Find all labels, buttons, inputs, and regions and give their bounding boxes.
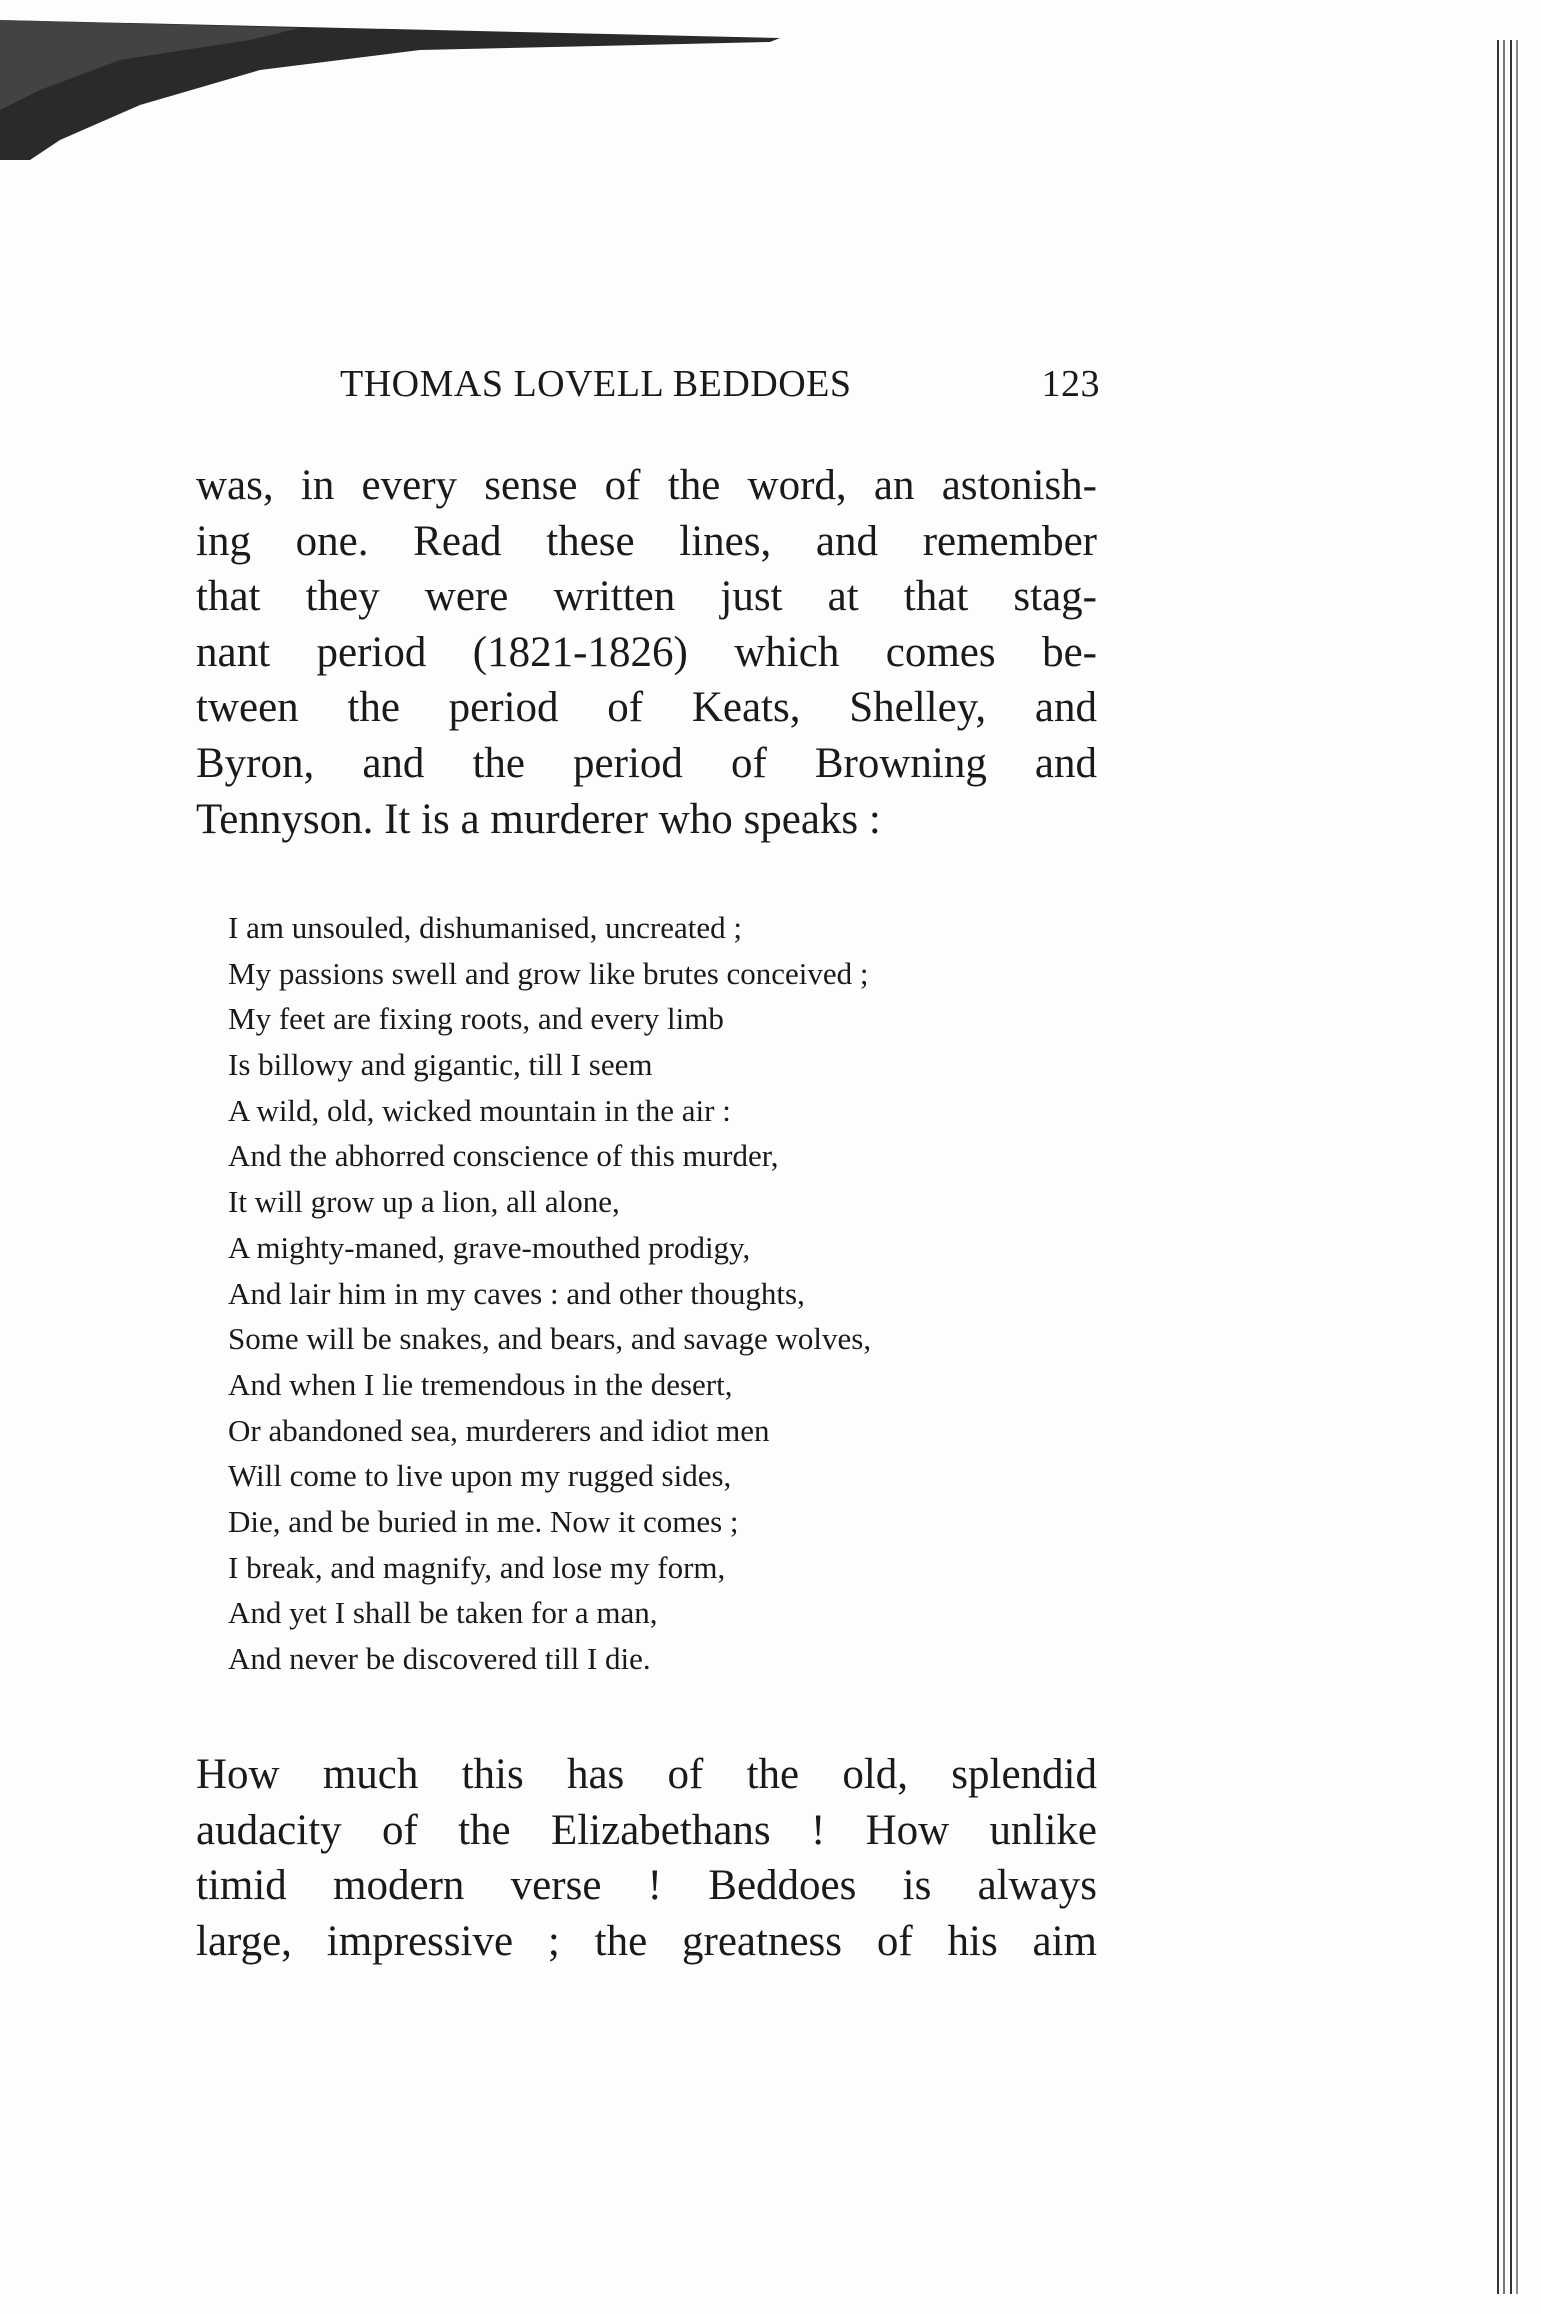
poem-line: Die, and be buried in me. Now it comes ; bbox=[228, 1503, 739, 1539]
poem-line: Will come to live upon my rugged sides, bbox=[228, 1458, 732, 1494]
text-line: audacity of the Elizabethans ! How unlike bbox=[196, 1806, 1097, 1854]
text-line: How much this has of the old, splendid bbox=[196, 1751, 1097, 1798]
poem-line: I am unsouled, dishumanised, uncreated ; bbox=[228, 910, 742, 945]
paragraph-1 bbox=[196, 458, 1097, 847]
page-edge-line bbox=[1503, 40, 1505, 2294]
text-line: ing one. Read these lines, and remember bbox=[196, 517, 1097, 565]
scan-smear bbox=[0, 20, 780, 160]
poem-line: Or abandoned sea, murderers and idiot men bbox=[228, 1412, 770, 1448]
poem-line: And yet I shall be taken for a man, bbox=[228, 1595, 658, 1631]
paragraph-2 bbox=[196, 1747, 1097, 1969]
text-line: Byron, and the period of Browning and bbox=[196, 739, 1097, 787]
poem-line: Some will be snakes, and bears, and savage wolves, bbox=[228, 1321, 872, 1357]
poem-line: And the abhorred conscience of this murder, bbox=[228, 1138, 779, 1174]
poem-line: My feet are fixing roots, and every limb bbox=[228, 1001, 724, 1037]
poem-line: And when I lie tremendous in the desert, bbox=[228, 1366, 733, 1402]
page-edge-line bbox=[1510, 40, 1512, 2294]
poem-line: Is billowy and gigantic, till I seem bbox=[228, 1047, 653, 1083]
text-line: Tennyson. It is a murderer who speaks : bbox=[196, 795, 881, 843]
page-number: 123 bbox=[1041, 363, 1100, 405]
text-line: large, impressive ; the greatness of his aim bbox=[196, 1917, 1097, 1965]
running-header bbox=[340, 362, 1100, 412]
header-title: THOMAS LOVELL BEDDOES bbox=[340, 363, 852, 405]
poem-line: It will grow up a lion, all alone, bbox=[228, 1184, 620, 1220]
poem-quotation bbox=[228, 905, 871, 1682]
page-edge-line bbox=[1497, 40, 1499, 2294]
poem-line: And never be discovered till I die. bbox=[228, 1641, 651, 1676]
poem-line: A mighty-maned, grave-mouthed prodigy, bbox=[228, 1229, 751, 1265]
poem-line: And lair him in my caves : and other thoughts, bbox=[228, 1275, 805, 1311]
text-line: that they were written just at that stag- bbox=[196, 573, 1097, 621]
poem-line: My passions swell and grow like brutes conceived ; bbox=[228, 955, 869, 991]
page-edge-line bbox=[1516, 40, 1518, 2294]
poem-line: I break, and magnify, and lose my form, bbox=[228, 1549, 726, 1585]
poem-line: A wild, old, wicked mountain in the air : bbox=[228, 1092, 731, 1128]
text-line: tween the period of Keats, Shelley, and bbox=[196, 684, 1097, 732]
text-line: nant period (1821-1826) which comes be- bbox=[196, 628, 1097, 676]
text-line: was, in every sense of the word, an astonish- bbox=[196, 462, 1097, 509]
text-line: timid modern verse ! Beddoes is always bbox=[196, 1862, 1097, 1910]
